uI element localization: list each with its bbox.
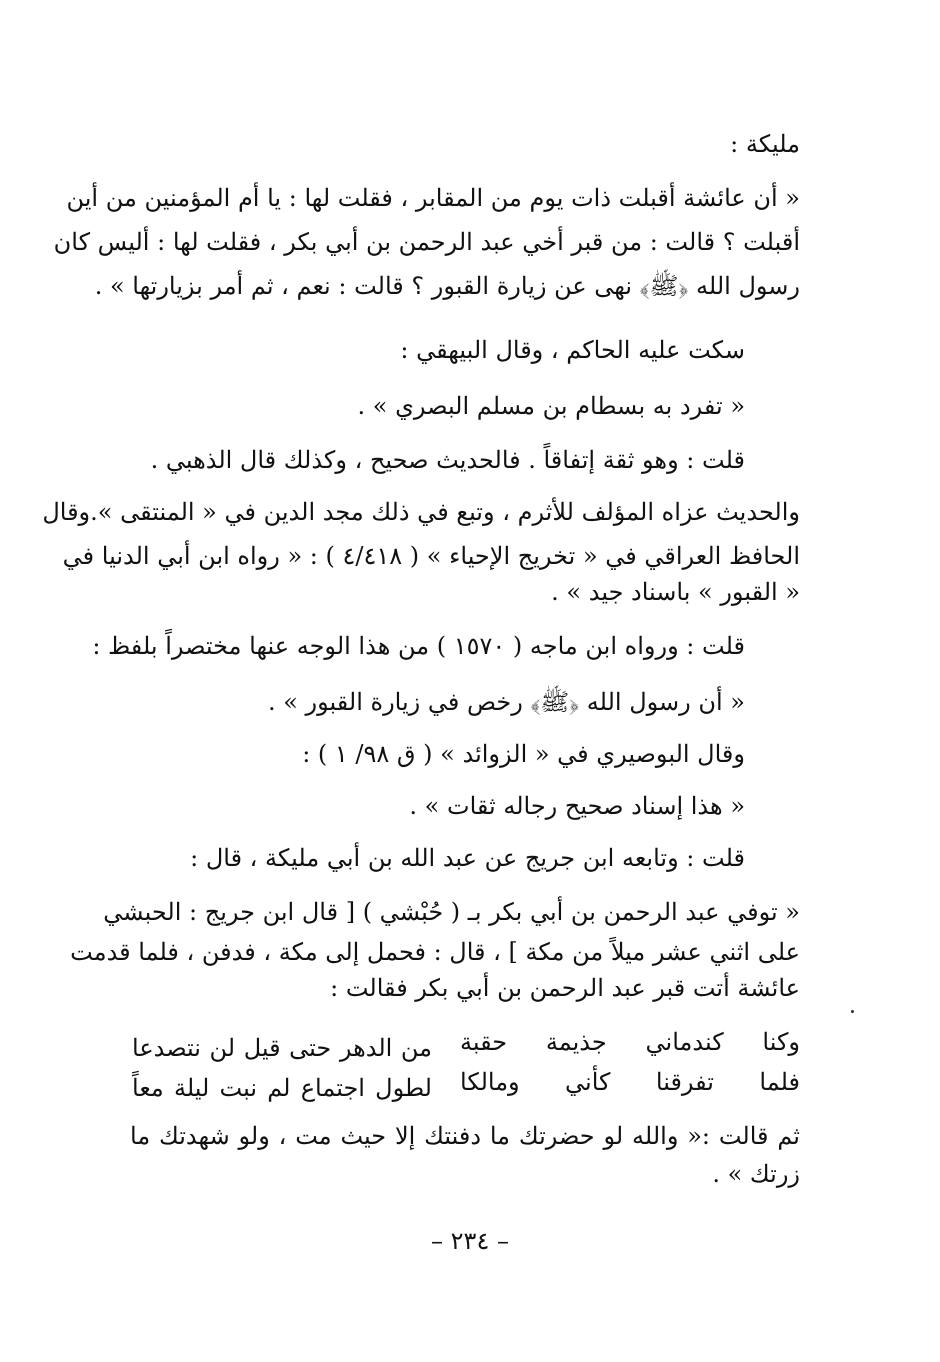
poem-hemistich: فلما تفرقنا كأني ومالكا <box>460 1068 800 1096</box>
scan-speck <box>851 1010 854 1013</box>
text-line: « توفي عبد الرحمن بن أبي بكر بـ ( حُبْشي ) [ قال ابن جريج : الحبشي <box>103 898 800 926</box>
text-line: قلت : وتابعه ابن جريج عن عبد الله بن أبي مليكة ، قال : <box>190 844 745 872</box>
text-line: قلت : وهو ثقة إتفاقاً . فالحديث صحيح ، وكذلك قال الذهبي . <box>150 446 745 474</box>
page-number: – ٢٣٤ – <box>431 1227 509 1255</box>
text-line: وقال البوصيري في « الزوائد » ( ق ٩٨/ ١ ) : <box>302 740 745 768</box>
text-line: عائشة أتت قبر عبد الرحمن بن أبي بكر فقالت : <box>330 974 800 1002</box>
text-line: زرتك » . <box>712 1160 800 1188</box>
text-line: رسول الله ﴿ﷺ﴾ نهى عن زيارة القبور ؟ قالت : نعم ، ثم أمر بزيارتها » . <box>94 272 800 300</box>
text-line: أقبلت ؟ قالت : من قبر أخي عبد الرحمن بن أبي بكر ، فقلت لها : أليس كان <box>53 228 800 256</box>
text-line: قلت : ورواه ابن ماجه ( ١٥٧٠ ) من هذا الوجه عنها مختصراً بلفظ : <box>92 632 745 660</box>
quote-line: « هذا إسناد صحيح رجاله ثقات » . <box>409 792 745 820</box>
poem-hemistich: من الدهر حتى قيل لن نتصدعا <box>132 1034 432 1062</box>
poem-hemistich: لطول اجتماع لم نبت ليلة معاً <box>132 1074 432 1102</box>
text-line: سكت عليه الحاكم ، وقال البيهقي : <box>400 336 745 364</box>
quote-line: « تفرد به بسطام بن مسلم البصري » . <box>357 392 745 420</box>
text-line: « القبور » باسناد جيد » . <box>551 578 800 606</box>
text-line: الحافظ العراقي في « تخريج الإحياء » ( ٤/٤١٨ ) : « رواه ابن أبي الدنيا في <box>62 542 800 570</box>
text-line: ثم قالت :« والله لو حضرتك ما دفنتك إلا حيث مت ، ولو شهدتك ما <box>130 1122 800 1150</box>
poem-hemistich: وكنا كندماني جذيمة حقبة <box>460 1028 800 1056</box>
text-line: على اثني عشر ميلاً من مكة ] ، قال : فحمل إلى مكة ، فدفن ، فلما قدمت <box>70 938 800 966</box>
quote-line: « أن رسول الله ﴿ﷺ﴾ رخص في زيارة القبور » . <box>267 688 745 716</box>
text-line: والحديث عزاه المؤلف للأثرم ، وتبع في ذلك مجد الدين في « المنتقى ».وقال <box>42 498 800 526</box>
text-line: مليكة : <box>730 130 800 158</box>
text-line: « أن عائشة أقبلت ذات يوم من المقابر ، فقلت لها : يا أم المؤمنين من أين <box>66 184 800 212</box>
